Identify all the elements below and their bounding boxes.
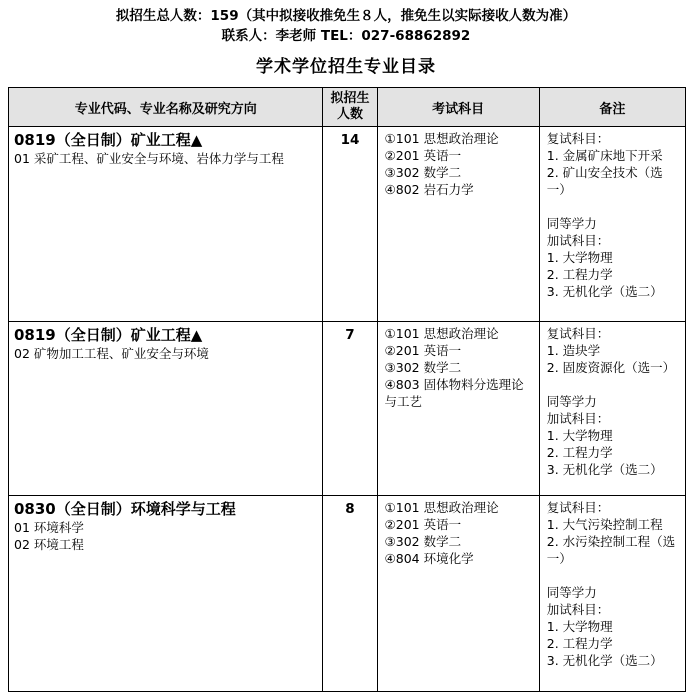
exam-cell — [377, 127, 539, 322]
retest-item: 1. 造块学 — [546, 343, 601, 358]
exam-item: ③302 数学二 — [384, 534, 462, 549]
program-cell — [9, 322, 323, 496]
exam-item: ①101 思想政治理论 — [384, 500, 499, 515]
retest-label: 复试科目： — [546, 131, 610, 146]
retest-item: 1. 大气污染控制工程 — [546, 517, 663, 532]
program-catalog-table — [8, 87, 686, 692]
exam-item: ①101 思想政治理论 — [384, 326, 499, 341]
col-header-exams: 考试科目 — [377, 88, 539, 127]
research-direction: 01 采矿工程、矿业安全与环境、岩体力学与工程 — [14, 151, 284, 166]
quota-cell: 14 — [323, 127, 377, 322]
extra-exam-item: 2. 工程力学 — [546, 267, 613, 282]
extra-exam-item: 2. 工程力学 — [546, 445, 613, 460]
quota-cell: 7 — [323, 322, 377, 496]
retest-label: 复试科目： — [546, 326, 610, 341]
exam-item: ②201 英语一 — [384, 148, 462, 163]
equivalent-label: 同等学力 — [546, 585, 597, 600]
exam-item: ②201 英语一 — [384, 343, 462, 358]
exam-item: ④804 环境化学 — [384, 551, 474, 566]
program-name: 0819（全日制）矿业工程▲ — [14, 326, 203, 344]
exam-item: ③302 数学二 — [384, 165, 462, 180]
equivalent-label: 同等学力 — [546, 394, 597, 409]
extra-exam-item: 1. 大学物理 — [546, 250, 613, 265]
research-direction: 01 环境科学 — [14, 520, 84, 535]
notes-cell — [539, 127, 685, 322]
retest-item: 1. 金属矿床地下开采 — [546, 148, 663, 163]
page-title: 学术学位招生专业目录 — [256, 57, 436, 77]
table-row — [9, 322, 686, 496]
exam-item: ④803 固体物料分选理论与工艺 — [384, 377, 524, 409]
exam-item: ①101 思想政治理论 — [384, 131, 499, 146]
extra-exam-item: 1. 大学物理 — [546, 428, 613, 443]
retest-item: 2. 矿山安全技术（选一） — [546, 165, 663, 197]
extra-exam-item: 3. 无机化学（选二） — [546, 284, 663, 299]
program-name: 0830（全日制）环境科学与工程 — [14, 500, 236, 518]
col-header-notes: 备注 — [539, 88, 685, 127]
col-header-quota: 拟招生 人数 — [323, 88, 377, 127]
exam-item: ③302 数学二 — [384, 360, 462, 375]
retest-item: 2. 水污染控制工程（选一） — [546, 534, 676, 566]
program-cell — [9, 127, 323, 322]
extra-exam-label: 加试科目： — [546, 411, 610, 426]
notes-cell — [539, 322, 685, 496]
exam-item: ④802 岩石力学 — [384, 182, 474, 197]
table-header-row — [9, 88, 686, 127]
extra-exam-item: 2. 工程力学 — [546, 636, 613, 651]
quota-cell: 8 — [323, 496, 377, 692]
table-row — [9, 127, 686, 322]
research-direction: 02 环境工程 — [14, 537, 84, 552]
program-name: 0819（全日制）矿业工程▲ — [14, 131, 203, 149]
retest-label: 复试科目： — [546, 500, 610, 515]
notes-cell — [539, 496, 685, 692]
research-direction: 02 矿物加工工程、矿业安全与环境 — [14, 346, 209, 361]
exam-item: ②201 英语一 — [384, 517, 462, 532]
program-cell — [9, 496, 323, 692]
exam-cell — [377, 496, 539, 692]
exam-cell — [377, 322, 539, 496]
extra-exam-item: 3. 无机化学（选二） — [546, 653, 663, 668]
extra-exam-item: 1. 大学物理 — [546, 619, 613, 634]
extra-exam-item: 3. 无机化学（选二） — [546, 462, 663, 477]
equivalent-label: 同等学力 — [546, 216, 597, 231]
contact-line: 联系人：李老师 TEL：027-68862892 — [221, 28, 471, 44]
extra-exam-label: 加试科目： — [546, 233, 610, 248]
col-header-program: 专业代码、专业名称及研究方向 — [9, 88, 323, 127]
extra-exam-label: 加试科目： — [546, 602, 610, 617]
retest-item: 2. 固废资源化（选一） — [546, 360, 676, 375]
table-row — [9, 496, 686, 692]
enrollment-total-line: 拟招生总人数：159（其中拟接收推免生８人，推免生以实际接收人数为准） — [115, 8, 577, 24]
